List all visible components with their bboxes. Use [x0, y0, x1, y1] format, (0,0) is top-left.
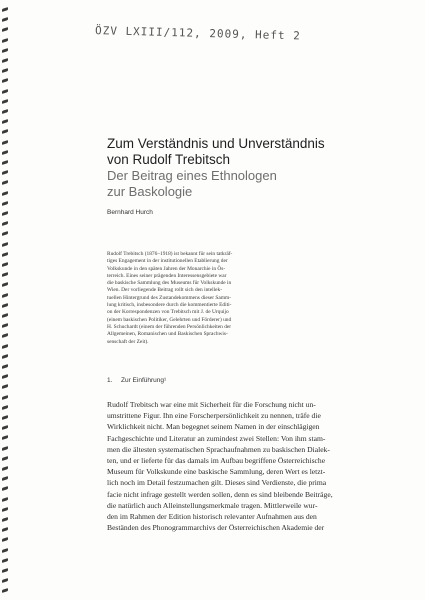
binding-hole	[2, 58, 8, 63]
binding-hole	[2, 221, 8, 226]
binding-hole	[2, 354, 8, 359]
handwritten-annotation: ÖZV LXIII/112, 2009, Heft 2	[94, 24, 301, 43]
binding-hole	[2, 578, 8, 583]
binding-hole	[2, 201, 8, 206]
abstract-line: terreich. Eines seiner prägenden Interessensgebiete war	[107, 272, 227, 279]
binding-hole	[2, 7, 8, 12]
binding-hole	[2, 507, 8, 512]
body-line: Wirklichkeit nicht. Man begegnet seinem Namen in der einschlägigen	[107, 422, 320, 432]
abstract-line: Rudolf Trebitsch (1876–1918) ist bekannt für sein tatkräf-	[107, 251, 233, 257]
binding-hole	[2, 282, 8, 287]
article-title-line: Zum Verständnis und Unverständnis	[107, 136, 325, 151]
binding-hole	[2, 548, 8, 553]
binding-hole	[2, 588, 8, 593]
binding-hole	[2, 38, 8, 43]
abstract-line: on der Korrespondenzen von Trebitsch mit J. de Urquijo	[107, 309, 229, 316]
article-title	[107, 136, 407, 168]
binding-hole	[2, 558, 8, 563]
binding-hole	[2, 68, 8, 73]
binding-hole	[2, 119, 8, 124]
abstract-line: senschaft der Zeit).	[107, 338, 149, 345]
abstract-line: Allgemeinen, Romanischen und Baskischen Sprachwis-	[107, 331, 228, 338]
body-line: Fachgeschichte und Literatur an zumindest zwei Stellen: Von ihm stam-	[107, 433, 326, 443]
binding-hole	[2, 435, 8, 440]
section-title: Zur Einführung¹	[121, 377, 167, 384]
body-line: Rudolf Trebitsch war eine mit Sicherheit für die Forschung nicht un-	[107, 400, 316, 409]
body-line: facie nicht infrage gestellt werden sollen, denn es sind bleibende Beiträge,	[107, 489, 333, 499]
abstract-line: Wien. Der vorliegende Beitrag rollt sich den intellek-	[107, 287, 223, 294]
article-subtitle-line: Der Beitrag eines Ethnologen	[107, 168, 277, 183]
abstract	[107, 251, 307, 346]
binding-hole	[2, 272, 8, 277]
binding-hole	[2, 517, 8, 522]
body-line: Beständen des Phonogrammarchivs der Österreichischen Akademie der	[107, 523, 325, 533]
binding-hole	[2, 333, 8, 338]
binding-hole	[2, 313, 8, 318]
binding-hole	[2, 27, 8, 32]
binding-hole	[2, 405, 8, 410]
binding-hole	[2, 78, 8, 83]
abstract-line: tuellen Hintergrund des Zustandekommens dieser Samm-	[107, 294, 232, 301]
abstract-line: (einem baskischen Politiker, Gelehrten und Förderer) und	[107, 316, 232, 323]
binding-hole	[2, 242, 8, 247]
body-line: men die ältesten systematischen Sprachaufnahmen zu baskischen Dialek-	[107, 444, 330, 454]
article-subtitle-line: zur Baskologie	[107, 183, 193, 199]
binding-hole	[2, 497, 8, 502]
binding-hole	[2, 231, 8, 236]
binding-hole	[2, 527, 8, 532]
abstract-line: die baskische Sammlung des Museums für Volkskunde in	[107, 280, 232, 287]
binding-hole	[2, 446, 8, 451]
abstract-line: H. Schuchardt (einem der führenden Persönlichkeiten der	[107, 323, 232, 330]
author-name: Bernhard Hurch	[107, 209, 153, 216]
binding-hole	[2, 415, 8, 420]
binding-hole	[2, 160, 8, 165]
binding-hole	[2, 384, 8, 389]
spiral-binding	[0, 0, 14, 600]
binding-hole	[2, 150, 8, 155]
body-text	[107, 399, 397, 533]
body-line: Museum für Volkskunde eine baskische Sammlung, deren Wert es letzt-	[107, 467, 326, 477]
binding-hole	[2, 466, 8, 471]
binding-hole	[2, 568, 8, 573]
binding-hole	[2, 211, 8, 216]
binding-hole	[2, 364, 8, 369]
body-line: ten, und er lieferte für das damals im Aufbau begriffene Österreichische	[107, 456, 326, 466]
binding-hole	[2, 486, 8, 491]
binding-hole	[2, 191, 8, 196]
binding-hole	[2, 293, 8, 298]
binding-hole	[2, 170, 8, 175]
body-line: lich noch im Detail festzumachen gilt. Dieses sind Verdienste, die prima	[107, 478, 327, 488]
binding-hole	[2, 456, 8, 461]
body-line: den im Rahmen der Edition historisch relevanter Aufnahmen aus den	[107, 512, 317, 522]
binding-hole	[2, 252, 8, 257]
binding-hole	[2, 109, 8, 114]
binding-hole	[2, 140, 8, 145]
body-line: die natürlich auch Alleinstellungsmerkmale tragen. Mittlerweile wur-	[107, 500, 318, 510]
binding-hole	[2, 48, 8, 53]
binding-hole	[2, 395, 8, 400]
binding-hole	[2, 129, 8, 134]
body-line: umstrittene Figur. Ihn eine Forscherpersönlichkeit zu nennen, träfe die	[107, 411, 321, 421]
abstract-line: Volkskunde in den späten Jahren der Monarchie in Ös-	[107, 265, 226, 272]
binding-hole	[2, 303, 8, 308]
article-title-line: von Rudolf Trebitsch	[107, 152, 231, 167]
binding-hole	[2, 425, 8, 430]
binding-hole	[2, 99, 8, 104]
binding-hole	[2, 17, 8, 22]
binding-hole	[2, 323, 8, 328]
binding-hole	[2, 89, 8, 94]
abstract-line: tiges Engagement in der institutionellen Etablierung der	[107, 258, 228, 265]
section-heading	[107, 377, 166, 384]
article-subtitle	[107, 168, 407, 199]
binding-hole	[2, 180, 8, 185]
binding-hole	[2, 262, 8, 267]
section-number: 1.	[107, 377, 113, 384]
abstract-line: lung kritisch, insbesondere durch die kommentierte Editi-	[107, 302, 232, 309]
binding-hole	[2, 537, 8, 542]
binding-hole	[2, 374, 8, 379]
binding-hole	[2, 344, 8, 349]
binding-hole	[2, 476, 8, 481]
